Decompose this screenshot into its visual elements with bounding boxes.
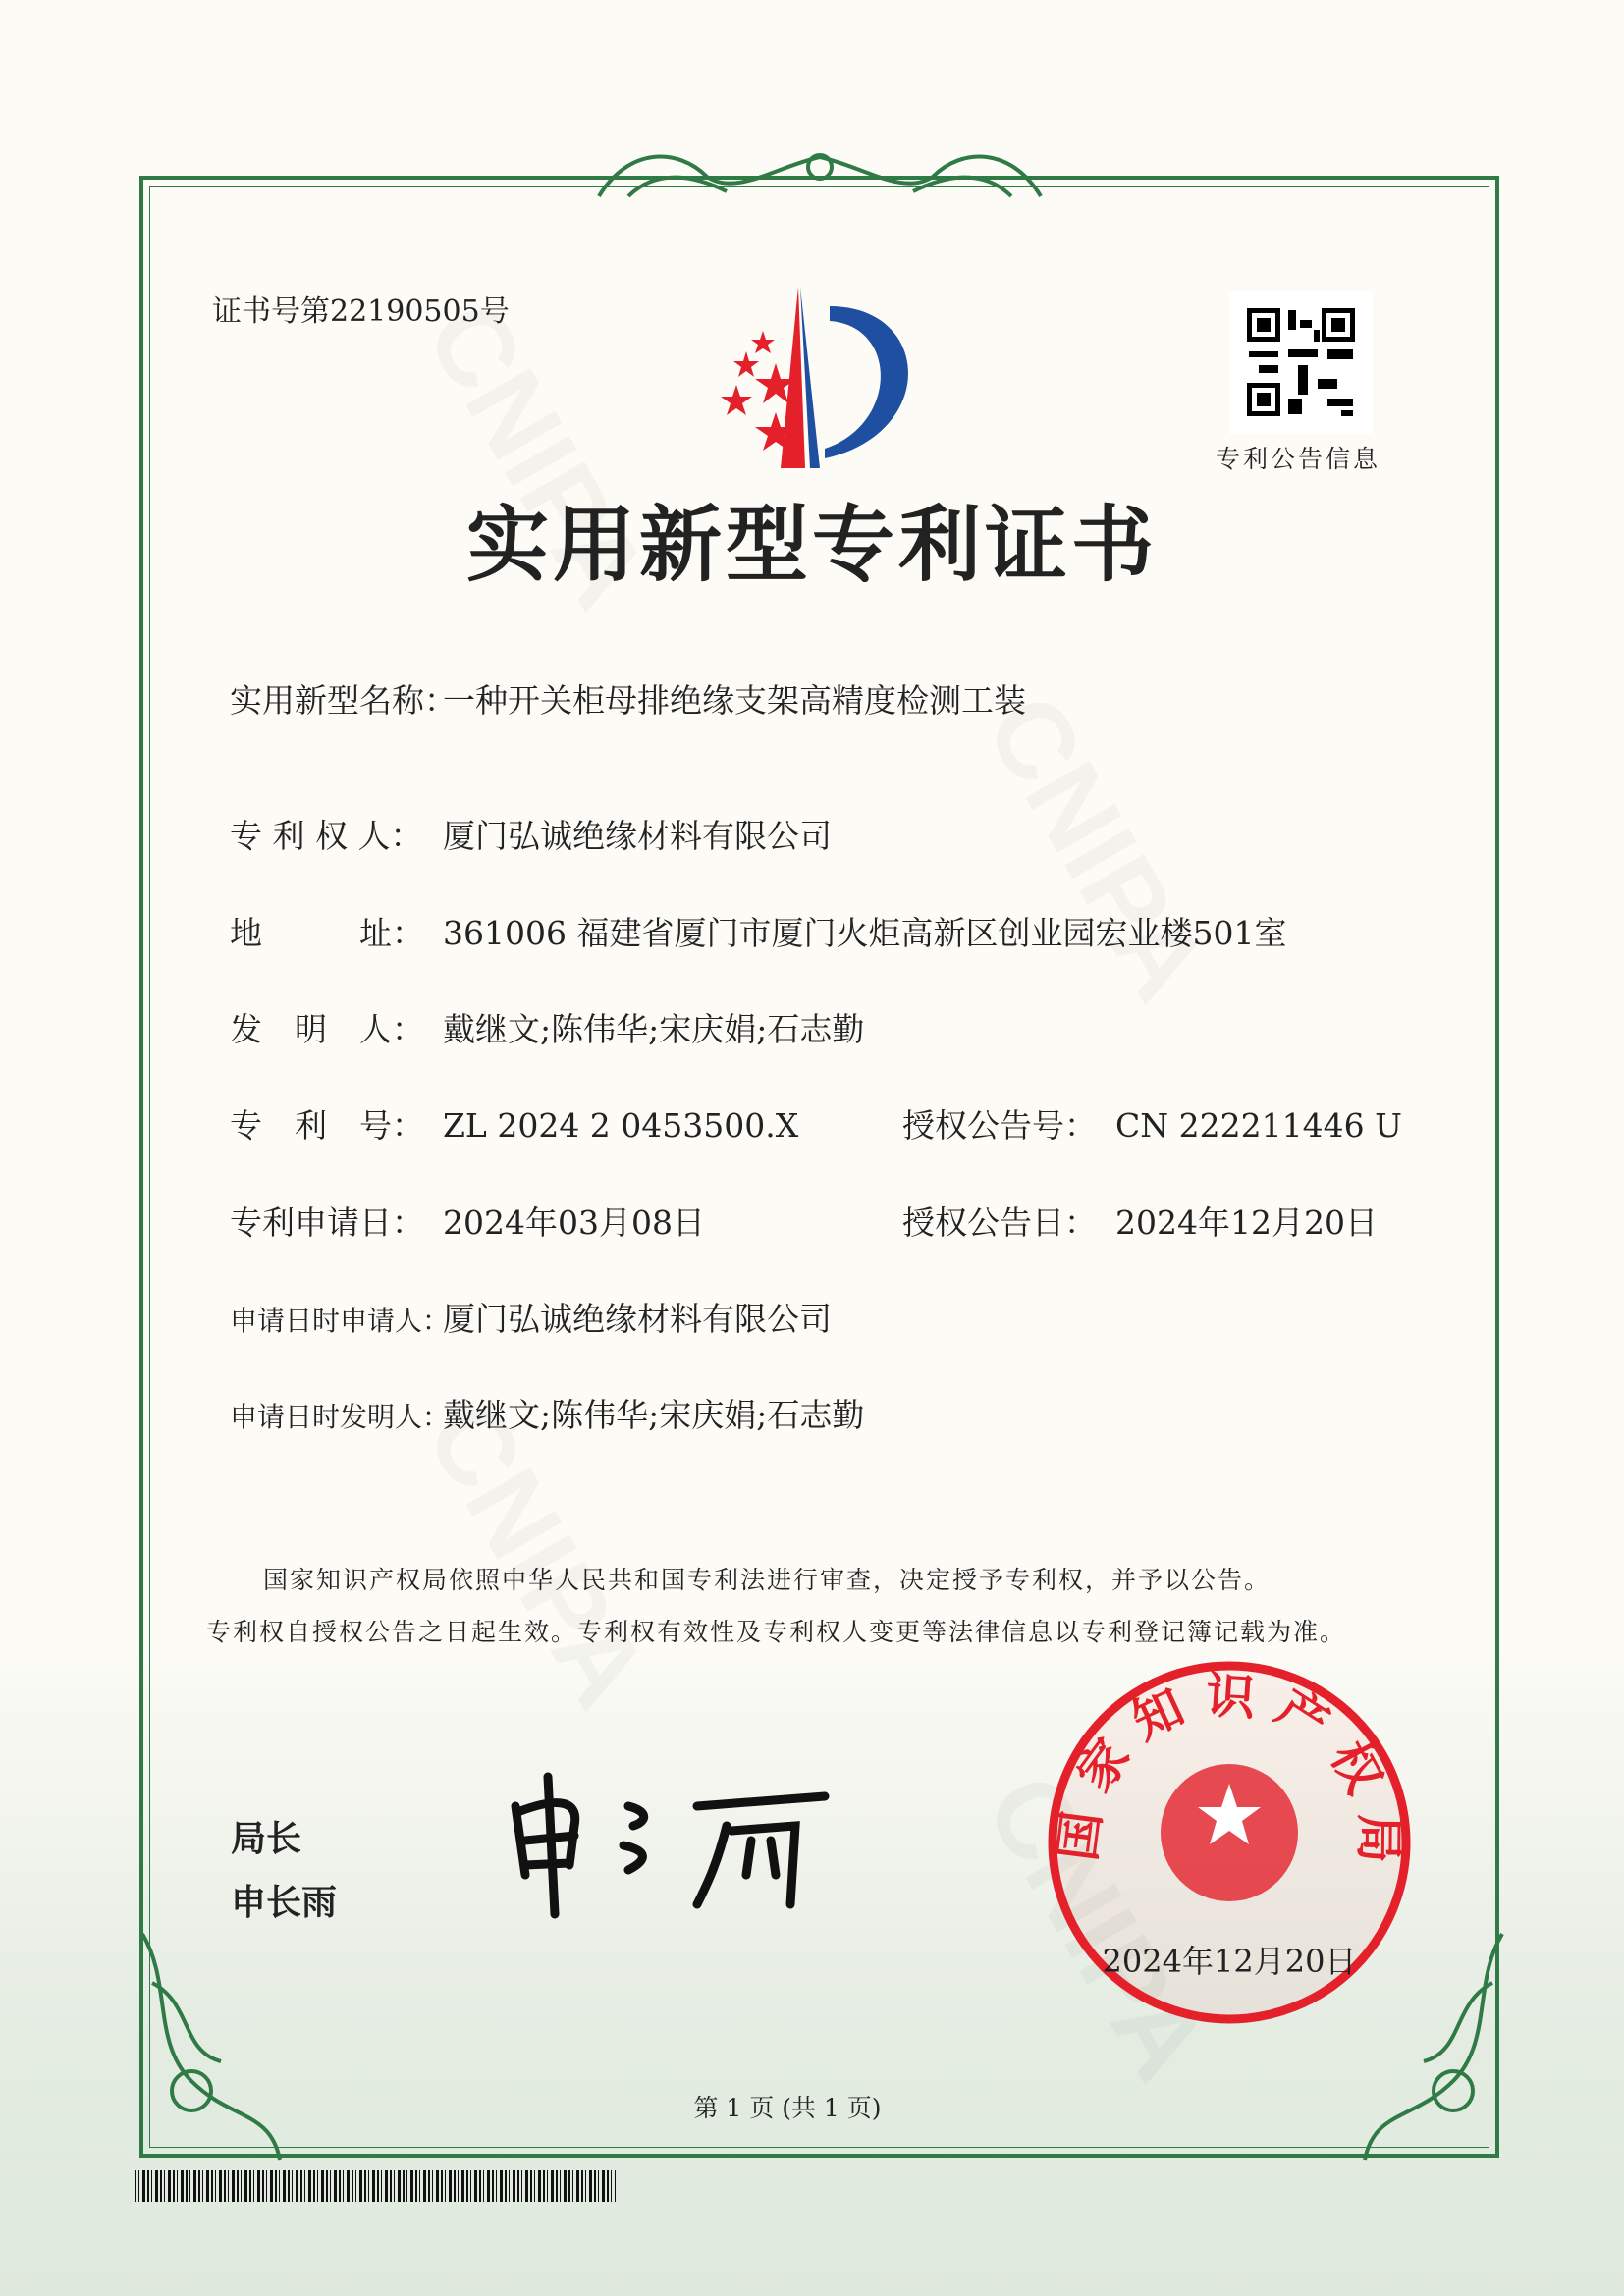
barcode [135, 2170, 616, 2202]
field-value: 戴继文;陈伟华;宋庆娟;石志勤 [443, 1396, 865, 1434]
field-row [902, 1100, 1402, 1147]
field-row [230, 908, 1286, 954]
field-value: 361006 福建省厦门市厦门火炬高新区创业园宏业楼501室 [443, 914, 1287, 952]
cnipa-logo [702, 287, 938, 468]
field-label: 地 址： [230, 914, 424, 952]
statement-line: 国家知识产权局依照中华人民共和国专利法进行审查，决定授予专利权，并予以公告。 [263, 1566, 1272, 1594]
ornament-bottom-left [133, 1924, 290, 2169]
field-value: 厦门弘诚绝缘材料有限公司 [443, 1300, 832, 1338]
field-value: 厦门弘诚绝缘材料有限公司 [443, 817, 832, 855]
seal-date: 2024年12月20日 [1102, 1943, 1357, 1980]
field-label: 申请日时发明人： [230, 1401, 451, 1433]
field-value: 2024年03月08日 [443, 1203, 705, 1242]
ornament-top [589, 137, 1051, 211]
field-label: 专 利 权 人： [230, 817, 423, 855]
field-label: 发 明 人： [230, 1010, 424, 1048]
field-value: 一种开关柜母排绝缘支架高精度检测工装 [443, 681, 1026, 720]
field-label: 专 利 号： [230, 1106, 424, 1145]
field-row [230, 1390, 864, 1436]
field-value: 2024年12月20日 [1115, 1203, 1378, 1242]
document-title: 实用新型专利证书 [465, 497, 1158, 593]
field-value: CN 222211446 U [1115, 1106, 1402, 1145]
field-row [230, 811, 832, 857]
page-footer: 第 1 页 (共 1 页) [693, 2094, 882, 2122]
ornament-bottom-right [1355, 1924, 1512, 2169]
qr-label: 专利公告信息 [1216, 445, 1381, 473]
field-row [230, 1294, 832, 1340]
field-value: ZL 2024 2 0453500.X [443, 1106, 799, 1145]
chief-name: 申长雨 [231, 1883, 338, 1923]
seal-text: 国家知识产权局 [1049, 1666, 1408, 1882]
field-label: 申请日时申请人： [230, 1305, 451, 1337]
statement-line: 专利权自授权公告之日起生效。专利权有效性及专利权人变更等法律信息以专利登记簿记载为准。 [206, 1618, 1347, 1646]
field-label: 专利申请日： [230, 1203, 424, 1242]
field-label: 实用新型名称： [230, 681, 457, 720]
qr-code [1229, 291, 1373, 434]
field-label: 授权公告号： [902, 1106, 1097, 1145]
field-row [230, 1004, 864, 1050]
field-row [230, 1198, 705, 1244]
signature [501, 1767, 844, 1924]
chief-title: 局长 [231, 1819, 302, 1859]
field-label: 授权公告日： [902, 1203, 1097, 1242]
field-value: 戴继文;陈伟华;宋庆娟;石志勤 [443, 1010, 865, 1048]
certificate-number: 证书号第22190505号 [212, 294, 510, 329]
field-row [230, 1100, 798, 1147]
field-row [902, 1198, 1378, 1244]
field-row [230, 675, 1026, 721]
